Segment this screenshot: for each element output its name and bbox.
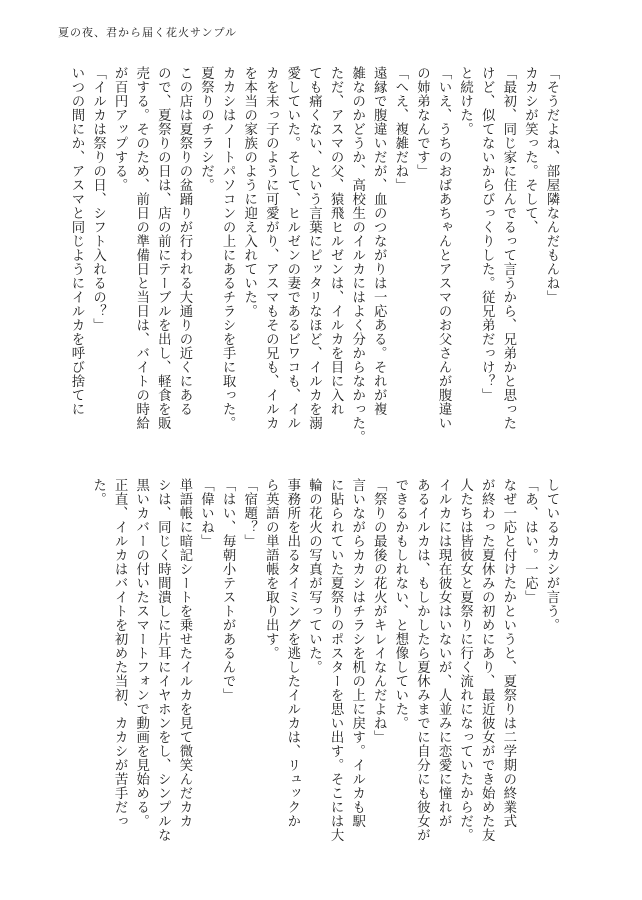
text-line: シは、同じく時間潰しに片耳にイヤホンをし、シンプルな xyxy=(155,478,171,842)
text-line: あるイルカは、もしかしたら夏休みまでに自分にも彼女が xyxy=(414,478,430,842)
text-line: 「いえ、うちのおばあちゃんとアスマのお父さんが腹違い xyxy=(436,66,452,430)
text-line: の姉弟なんです」 xyxy=(414,66,430,178)
upper-text-block xyxy=(68,66,562,444)
text-line: 「偉いね」 xyxy=(198,478,214,548)
text-line: 言いながらカカシはチラシを机の上に戻す。イルカも駅 xyxy=(349,478,365,828)
text-line: 「はい、毎朝小テストがあるんで」 xyxy=(220,478,236,702)
text-line: けど、似てないからびっくりした。従兄弟だっけ？」 xyxy=(479,66,495,402)
text-line: 輪の花火の写真が写っていた。 xyxy=(306,478,322,674)
text-line: が終わった夏休みの初めにあり、最近彼女ができ始めた友 xyxy=(479,478,495,842)
text-line: 「最初、同じ家に住んでるって言うから、兄弟かと思った xyxy=(500,66,516,430)
text-line: いつの間にか、アスマと同じようにイルカを呼び捨てに xyxy=(68,66,84,416)
text-line: なぜ一応と付けたかというと、夏祭りは二学期の終業式 xyxy=(500,478,516,828)
text-line: この店は夏祭りの盆踊りが行われる大通りの近くにある xyxy=(176,66,192,416)
text-line: できるかもしれない、と想像していた。 xyxy=(392,478,408,730)
text-line: カカシはノートパソコンの上にあるチラシを手に取った。 xyxy=(220,66,236,430)
text-line: 「祭りの最後の花火がキレイなんだよね」 xyxy=(371,478,387,744)
text-line: 黒いカバーの付いたスマートフォンで動画を見始める。 xyxy=(133,478,149,828)
text-line: ら英語の単語帳を取り出す。 xyxy=(263,478,279,660)
text-line: 正直、イルカはバイトを初めた当初、カカシが苦手だっ xyxy=(112,478,128,828)
text-line: 人たちは皆彼女と夏祭りに行く流れになっていたからだ。 xyxy=(457,478,473,842)
text-line: 愛していた。そして、ヒルゼンの妻であるビワコも、イル xyxy=(284,66,300,430)
text-line: カカシが笑った。そして、 xyxy=(522,66,538,234)
text-line: 売する。そのため、前日の準備日と当日は、バイトの時給 xyxy=(133,66,149,430)
text-line: 雑なのかどうか、高校生のイルカにはよく分からなかった。 xyxy=(349,66,365,444)
text-line: 「あ、はい。一応」 xyxy=(522,478,538,604)
text-line: を本当の家族のように迎え入れていた。 xyxy=(241,66,257,318)
text-line: に貼られていた夏祭りのポスターを思い出す。そこには大 xyxy=(328,478,344,842)
text-line: カを末っ子のように可愛がり、アスマもその兄も、イルカ xyxy=(263,66,279,430)
text-line: 遠縁で腹違いだが、血のつながりは一応ある。それが複 xyxy=(371,66,387,416)
text-line: ので、夏祭りの日は、店の前にテーブルを出し、軽食を販 xyxy=(155,66,171,430)
text-line: た。 xyxy=(90,478,106,506)
text-line: 夏祭りのチラシだ。 xyxy=(198,66,214,192)
text-line: が百円アップする。 xyxy=(112,66,128,192)
text-line: 「イルカは祭りの日、シフト入れるの？」 xyxy=(90,66,106,332)
text-line: 「宿題？」 xyxy=(241,478,257,548)
text-line: イルカには現在彼女はいないが、人並みに恋愛に憧れが xyxy=(436,478,452,828)
text-line: しているカカシが言う。 xyxy=(544,478,559,632)
text-line: ても痛くない、という言葉にピッタリなほど、イルカを溺 xyxy=(306,66,322,430)
text-line: ただ、アスマの父、猿飛ヒルゼンは、イルカを目に入れ xyxy=(328,66,344,416)
text-line: 「そうだよね、部屋隣なんだもんね」 xyxy=(544,66,559,304)
text-line: 事務所を出るタイミングを逃したイルカは、リュックか xyxy=(284,478,300,828)
text-line: 単語帳に暗記シートを乗せたイルカを見て微笑んだカカ xyxy=(176,478,192,828)
text-line: と続けた。 xyxy=(457,66,473,136)
running-title: 夏の夜、君から届く花火サンプル xyxy=(58,26,238,39)
text-line: 「へえ、複雑だね」 xyxy=(392,66,408,192)
lower-text-block xyxy=(72,478,562,842)
